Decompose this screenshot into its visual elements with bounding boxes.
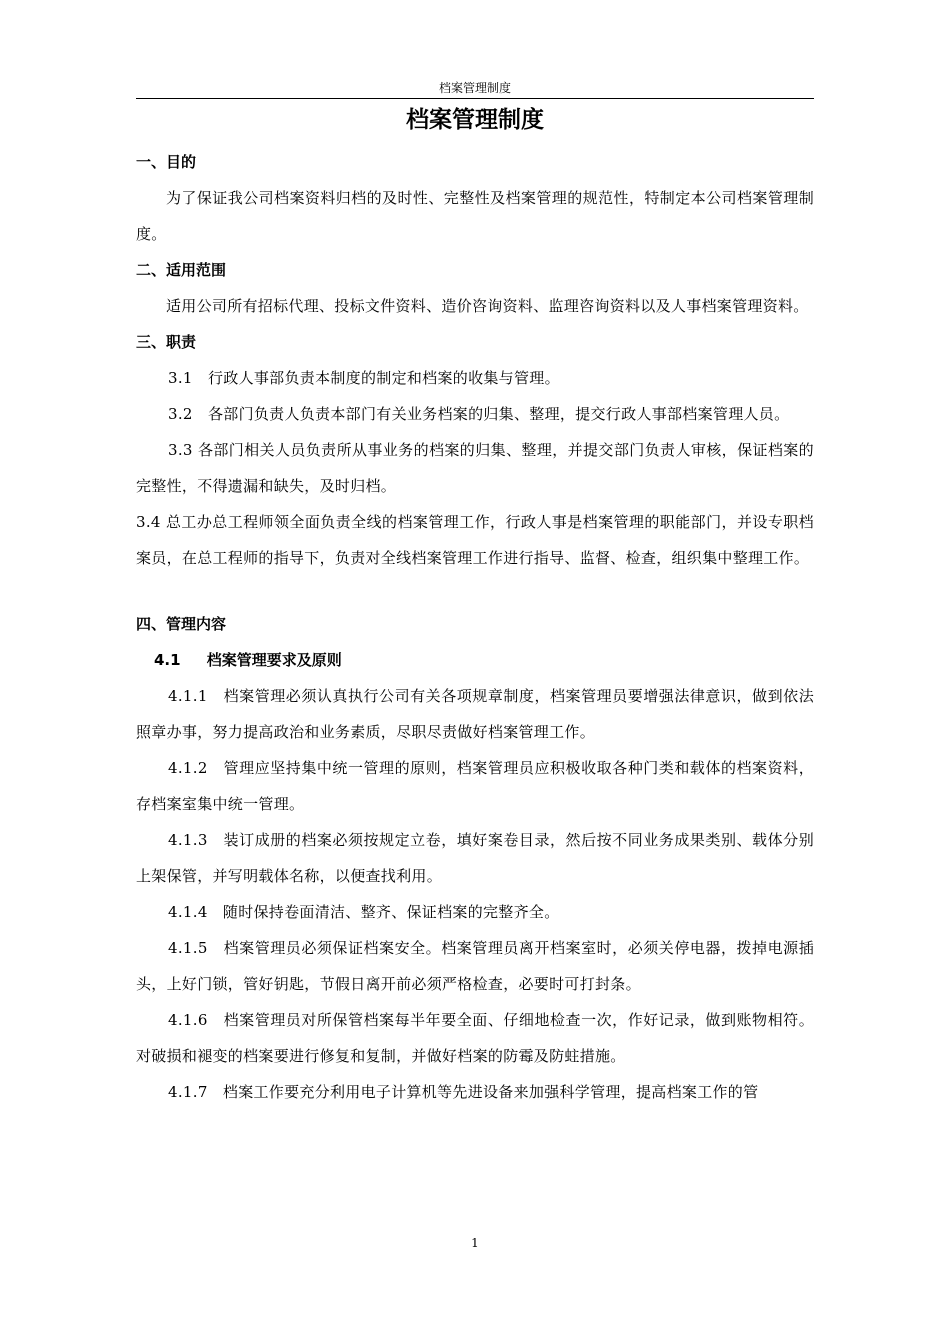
duty-item-text: 各部门相关人员负责所从事业务的档案的归集、整理，并提交部门负责人审核，保证档案的完整性，不得遗漏和缺失，及时归档。 — [136, 441, 814, 495]
section-paragraph-scope: 适用公司所有招标代理、投标文件资料、造价咨询资料、监理咨询资料以及人事档案管理资料。 — [166, 297, 809, 315]
rule-item-number: 4.1.7 — [168, 1083, 208, 1101]
rule-item-number: 4.1.4 — [168, 903, 208, 921]
rule-item-text: 管理应坚持集中统一管理的原则，档案管理员应积极收取各种门类和载体的档案资料，存档案室集中统一管理。 — [136, 759, 814, 813]
rule-item-text: 随时保持卷面清洁、整齐、保证档案的完整齐全。 — [222, 903, 560, 921]
rule-item-text: 档案工作要充分利用电子计算机等先进设备来加强科学管理，提高档案工作的管 — [222, 1083, 759, 1101]
duty-item-text: 行政人事部负责本制度的制定和档案的收集与管理。 — [207, 369, 560, 387]
section-heading-management: 四、管理内容 — [136, 615, 227, 633]
duty-item-number: 3.2 — [168, 405, 193, 423]
rule-item-number: 4.1.6 — [168, 1011, 208, 1029]
duty-item-text: 各部门负责人负责本部门有关业务档案的归集、整理，提交行政人事部档案管理人员。 — [207, 405, 790, 423]
rule-item — [136, 750, 814, 822]
rule-item-text: 档案管理员对所保管档案每半年要全面、仔细地检查一次，作好记录，做到账物相符。对破损和褪变的档案要进行修复和复制，并做好档案的防霉及防蛀措施。 — [136, 1011, 814, 1065]
subsection-number: 4.1 — [154, 651, 181, 669]
section-heading-purpose: 一、目的 — [136, 153, 197, 171]
rule-item-text: 档案管理员必须保证档案安全。档案管理员离开档案室时，必须关停电器，拨掉电源插头，上好门锁，管好钥匙，节假日离开前必须严格检查，必要时可打封条。 — [136, 939, 814, 993]
header-rule — [136, 98, 814, 99]
rule-item-number: 4.1.3 — [168, 831, 208, 849]
document-body — [136, 144, 814, 1110]
rule-item — [136, 822, 814, 894]
rule-item — [136, 894, 814, 930]
rule-item-number: 4.1.2 — [168, 759, 208, 777]
duty-item — [136, 504, 814, 576]
rule-item — [136, 930, 814, 1002]
duty-item-number: 3.1 — [168, 369, 193, 387]
subsection-heading — [136, 642, 814, 678]
duty-item — [136, 360, 814, 396]
section-heading-scope: 二、适用范围 — [136, 261, 227, 279]
rule-item — [136, 678, 814, 750]
rule-item-number: 4.1.5 — [168, 939, 208, 957]
duty-item-text: 总工办总工程师领全面负责全线的档案管理工作，行政人事是档案管理的职能部门，并设专职档案员，在总工程师的指导下，负责对全线档案管理工作进行指导、监督、检查，组织集中整理工作。 — [136, 513, 814, 567]
document-title: 档案管理制度 — [406, 106, 544, 133]
rule-item-number: 4.1.1 — [168, 687, 208, 705]
section-paragraph-purpose: 为了保证我公司档案资料归档的及时性、完整性及档案管理的规范性，特制定本公司档案管理制度。 — [136, 189, 814, 243]
rule-item-text: 装订成册的档案必须按规定立卷，填好案卷目录，然后按不同业务成果类别、载体分别上架保管，并写明载体名称，以便查找利用。 — [136, 831, 814, 885]
section-heading-duties: 三、职责 — [136, 333, 197, 351]
duty-item-number: 3.3 — [168, 441, 193, 459]
page-number: 1 — [471, 1236, 479, 1250]
rule-item — [136, 1002, 814, 1074]
rule-item-text: 档案管理必须认真执行公司有关各项规章制度，档案管理员要增强法律意识，做到依法照章办事，努力提高政治和业务素质，尽职尽责做好档案管理工作。 — [136, 687, 814, 741]
subsection-title: 档案管理要求及原则 — [206, 651, 342, 669]
running-header: 档案管理制度 — [438, 81, 511, 95]
blank-line — [136, 576, 814, 606]
duty-item-number: 3.4 — [136, 513, 161, 531]
duty-item — [136, 396, 814, 432]
duty-item — [136, 432, 814, 504]
rule-item — [136, 1074, 814, 1110]
